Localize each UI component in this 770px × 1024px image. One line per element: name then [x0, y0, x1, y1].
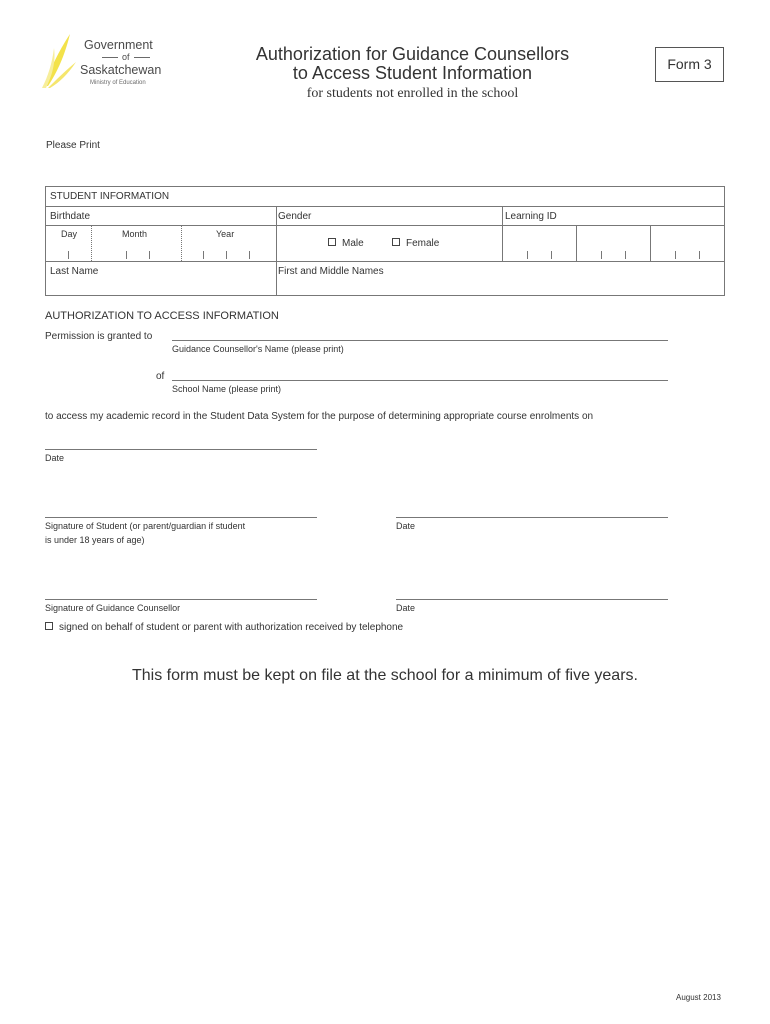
access-statement: to access my academic record in the Student Data System for the purpose of determining appropriate course enrolments on [45, 411, 594, 422]
counsellor-signature-date-line[interactable] [396, 599, 668, 600]
authorization-heading: AUTHORIZATION TO ACCESS INFORMATION [45, 310, 279, 322]
logo-of: of [98, 52, 154, 62]
student-signature-caption-1: Signature of Student (or parent/guardian if student [45, 521, 246, 531]
form-date: August 2013 [676, 993, 721, 1002]
first-middle-names-label: First and Middle Names [278, 266, 384, 277]
counsellor-name-line[interactable] [172, 340, 668, 341]
male-checkbox[interactable] [328, 238, 336, 246]
student-info-heading: STUDENT INFORMATION [50, 191, 170, 202]
day-label: Day [61, 229, 78, 239]
telephone-authorization-checkbox[interactable] [45, 622, 53, 630]
of-label: of [156, 371, 165, 382]
enrolment-date-line[interactable] [45, 449, 317, 450]
counsellor-signature-line[interactable] [45, 599, 317, 600]
logo-government: Government [84, 38, 153, 52]
gender-label: Gender [278, 211, 312, 222]
student-signature-line[interactable] [45, 517, 317, 518]
form-title-line1: Authorization for Guidance Counsellors [255, 44, 570, 64]
female-checkbox[interactable] [392, 238, 400, 246]
logo-saskatchewan: Saskatchewan [80, 63, 162, 77]
telephone-authorization-option[interactable] [45, 622, 403, 633]
learning-id-label: Learning ID [505, 211, 557, 222]
student-signature-caption-2: is under 18 years of age) [45, 535, 145, 545]
form-subtitle: for students not enrolled in the school [306, 86, 519, 101]
counsellor-signature-date-caption: Date [396, 603, 416, 613]
female-option[interactable] [392, 238, 439, 249]
please-print-label: Please Print [46, 140, 100, 151]
school-name-line[interactable] [172, 380, 668, 381]
wheat-leaf-icon [40, 30, 80, 90]
school-name-caption: School Name (please print) [172, 384, 282, 394]
telephone-authorization-label: signed on behalf of student or parent with authorization received by telephone [59, 622, 404, 633]
birthdate-label: Birthdate [50, 211, 91, 222]
student-signature-date-line[interactable] [396, 517, 668, 518]
male-option[interactable] [328, 238, 364, 249]
form-title-line2: to Access Student Information [292, 63, 533, 83]
year-label: Year [216, 229, 235, 239]
counsellor-name-caption: Guidance Counsellor's Name (please print) [172, 344, 344, 354]
enrolment-date-caption: Date [45, 453, 65, 463]
month-label: Month [122, 229, 148, 239]
counsellor-signature-caption: Signature of Guidance Counsellor [45, 603, 181, 613]
form-number-badge: Form 3 [655, 47, 724, 82]
student-information-box [45, 186, 725, 296]
retention-note: This form must be kept on file at the school for a minimum of five years. [132, 667, 638, 684]
female-label: Female [406, 238, 440, 249]
saskatchewan-logo [40, 30, 170, 90]
permission-label: Permission is granted to [45, 331, 153, 342]
student-signature-date-caption: Date [396, 521, 416, 531]
last-name-label: Last Name [50, 266, 99, 277]
logo-ministry: Ministry of Education [90, 80, 146, 86]
male-label: Male [342, 238, 364, 249]
